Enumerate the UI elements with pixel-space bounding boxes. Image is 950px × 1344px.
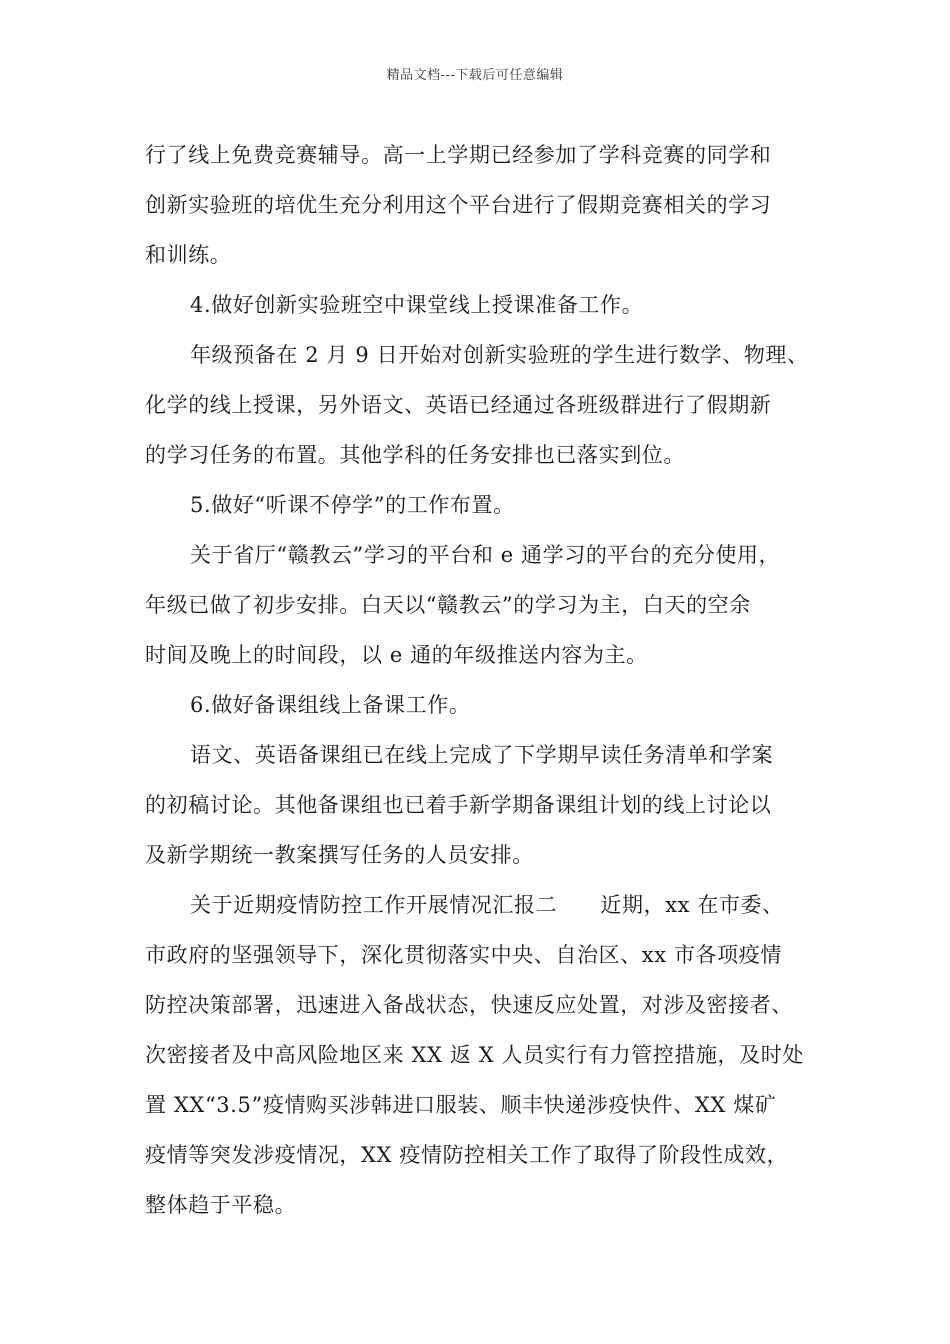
document-body <box>145 130 835 1230</box>
body-line: 次密接者及中高风险地区来 XX 返 X 人员实行有力管控措施，及时处 <box>145 1043 804 1067</box>
body-line: 的初稿讨论。其他备课组也已着手新学期备课组计划的线上讨论以 <box>145 793 772 817</box>
body-line: 年级已做了初步安排。白天以“赣教云”的学习为主，白天的空余 <box>145 593 751 617</box>
body-line: 整体趋于平稳。 <box>145 1193 297 1217</box>
body-line: 时间及晚上的时间段，以 e 通的年级推送内容为主。 <box>145 643 648 667</box>
body-line: 的学习任务的布置。其他学科的任务安排也已落实到位。 <box>145 443 685 467</box>
body-line: 置 XX“3.5”疫情购买涉韩进口服装、顺丰快递涉疫快件、XX 煤矿 <box>145 1093 777 1117</box>
body-line: 防控决策部署，迅速进入备战状态，快速反应处置，对涉及密接者、 <box>145 993 793 1017</box>
body-line: 语文、英语备课组已在线上完成了下学期早读任务清单和学案 <box>190 743 774 767</box>
body-line: 市政府的坚强领导下，深化贯彻落实中央、自治区、xx 市各项疫情 <box>145 943 782 967</box>
report-title-line: 关于近期疫情防控工作开展情况汇报二 近期，xx 在市委、 <box>190 893 784 917</box>
section-heading-4: 4.做好创新实验班空中课堂线上授课准备工作。 <box>190 293 644 317</box>
body-line: 及新学期统一教案撰写任务的人员安排。 <box>145 843 534 867</box>
section-heading-5: 5.做好“听课不停学”的工作布置。 <box>190 493 515 517</box>
body-line: 年级预备在 2 月 9 日开始对创新实验班的学生进行数学、物理、 <box>190 343 809 367</box>
page-header: 精品文档---下载后可任意编辑 <box>386 68 564 83</box>
body-line: 关于省厅“赣教云”学习的平台和 e 通学习的平台的充分使用， <box>190 543 781 567</box>
body-line: 化学的线上授课，另外语文、英语已经通过各班级群进行了假期新 <box>145 393 772 417</box>
body-line: 创新实验班的培优生充分利用这个平台进行了假期竞赛相关的学习 <box>145 193 772 217</box>
body-line: 和训练。 <box>145 243 232 267</box>
body-line: 行了线上免费竞赛辅导。高一上学期已经参加了学科竞赛的同学和 <box>145 143 772 167</box>
section-heading-6: 6.做好备课组线上备课工作。 <box>190 693 471 717</box>
body-line: 疫情等突发涉疫情况，XX 疫情防控相关工作了取得了阶段性成效， <box>145 1143 789 1167</box>
